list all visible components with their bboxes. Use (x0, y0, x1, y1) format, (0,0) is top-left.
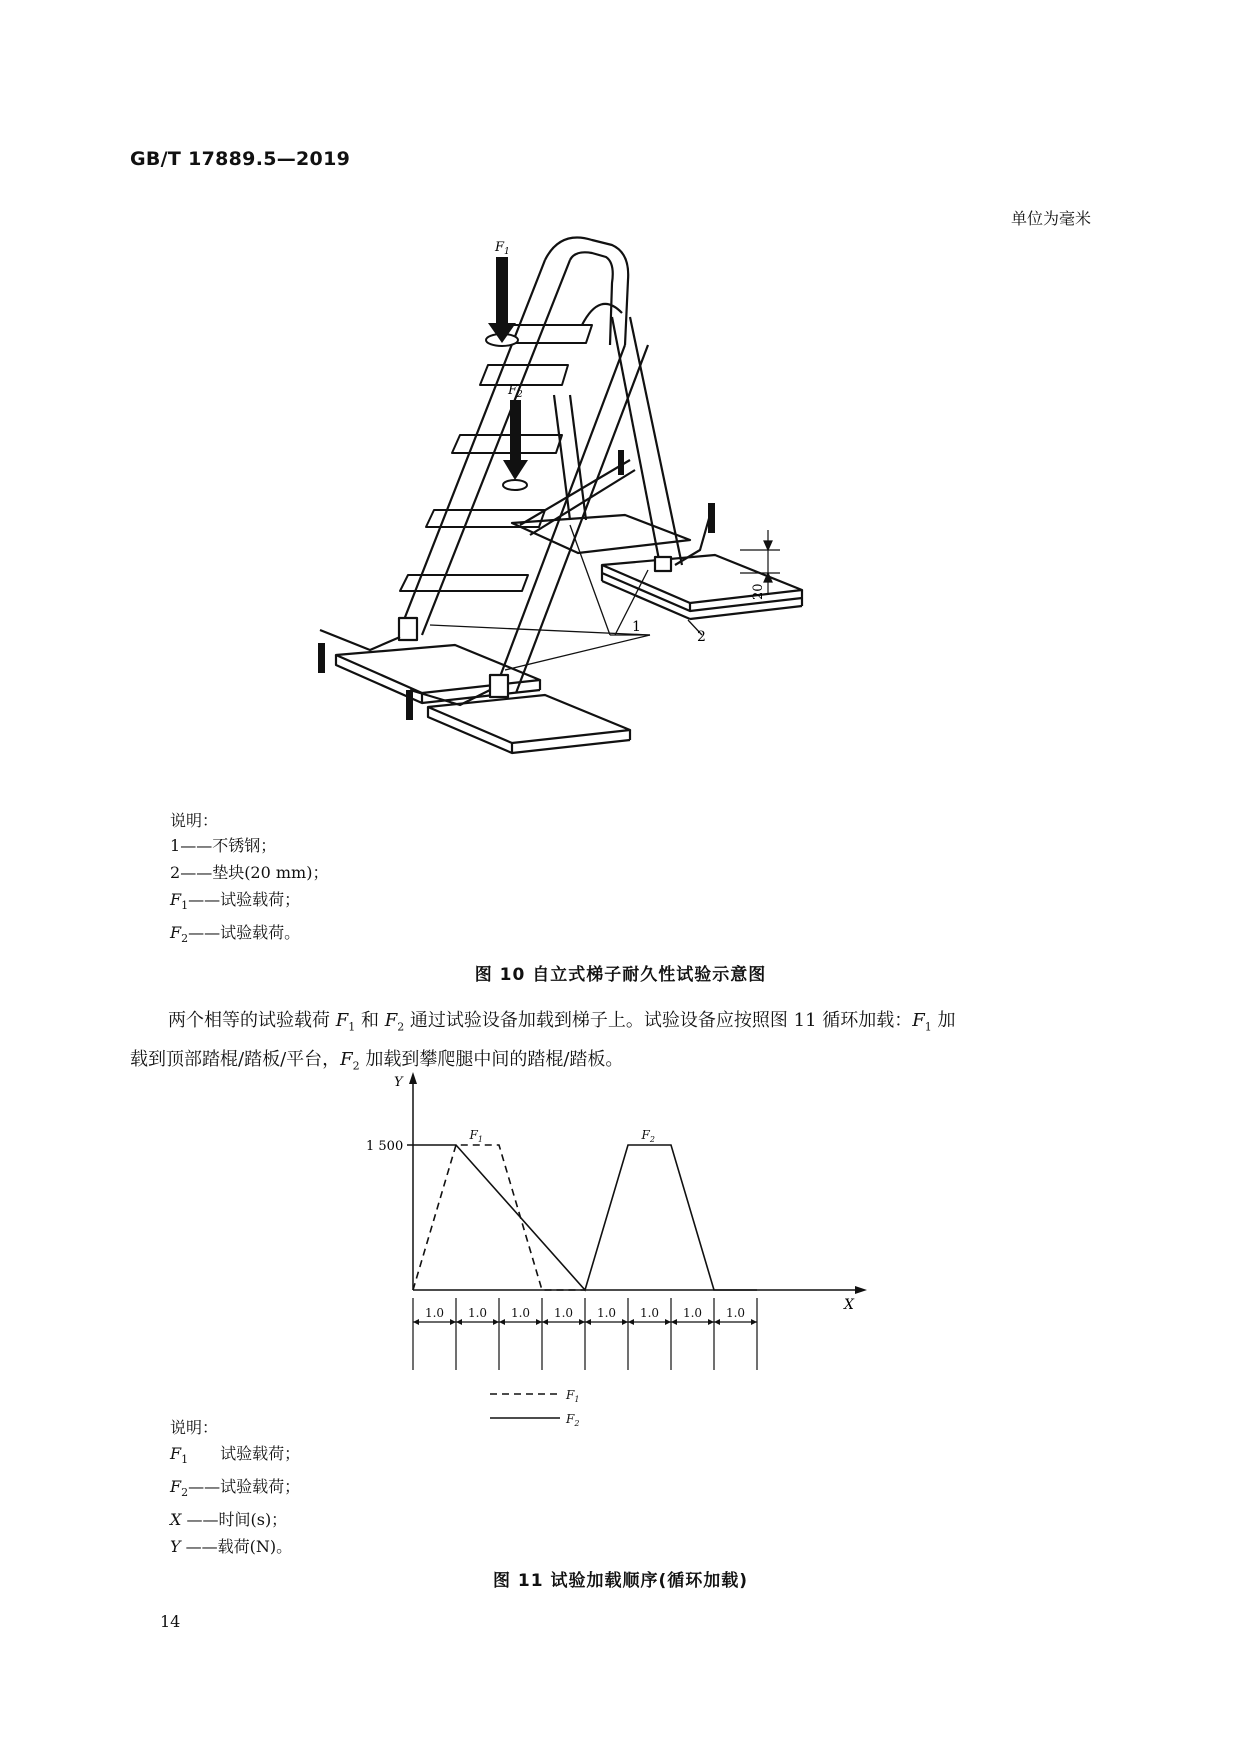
figure-11-chart (350, 1070, 870, 1428)
legend-item: Y ——载荷(N)。 (170, 1537, 293, 1557)
y-axis-label: Y (394, 1075, 403, 1090)
load-arrow-f2 (503, 400, 528, 480)
interval-label: 1.0 (510, 1306, 531, 1320)
interval-arrow (542, 1319, 548, 1325)
legend-item: 1——不锈钢； (170, 836, 277, 855)
interval-arrow (671, 1319, 677, 1325)
page-number: 14 (160, 1612, 181, 1631)
legend-item: 2——垫块(20 mm)； (170, 863, 329, 882)
legend-label: $F_2$ (566, 1412, 580, 1428)
x-axis-arrow (855, 1286, 867, 1294)
standard-code: GB/T 17889.5—2019 (130, 148, 351, 170)
unit-note: 单位为毫米 (1010, 209, 1091, 228)
interval-arrow (493, 1319, 499, 1325)
label-f2: $F_2$ (508, 383, 523, 400)
floor-plate-left-back (512, 515, 690, 553)
peak-label: $F_2$ (641, 1128, 655, 1144)
figure-11-legend (170, 1440, 300, 1560)
figure-11-legend-title: 说明： (170, 1418, 219, 1437)
body-paragraph: 两个相等的试验载荷 $F_1$ 和 $F_2$ 通过试验设备加载到梯子上。试验设备应按照图 11 循环加载：$F_1$ 加 载到顶部踏棍/踏板/平台，$F_2$ 加载到攀爬腿中间的踏棍/踏板。 (130, 1010, 956, 1073)
legend-item: $F_2——$试验载荷； (170, 1477, 301, 1500)
series-line-f2 (413, 1145, 757, 1290)
interval-label: 1.0 (553, 1306, 574, 1320)
figure-10-legend-title: 说明： (170, 811, 219, 830)
peak-label: $F_1$ (469, 1128, 483, 1144)
interval-arrow (450, 1319, 456, 1325)
interval-label: 1.0 (424, 1306, 445, 1320)
figure-10-caption: 图 10 自立式梯子耐久性试验示意图 (474, 965, 767, 985)
interval-label: 1.0 (682, 1306, 703, 1320)
figure-10-legend (170, 832, 328, 952)
interval-arrow (665, 1319, 671, 1325)
series-line-f1 (413, 1145, 585, 1290)
legend-item: $F_1$ 试验载荷； (170, 1444, 301, 1467)
figure-10-ladder-illustration (330, 235, 890, 815)
interval-arrow (751, 1319, 757, 1325)
interval-label: 1.0 (467, 1306, 488, 1320)
interval-arrow (536, 1319, 542, 1325)
figure-11-caption: 图 11 试验加载顺序(循环加载) (492, 1571, 749, 1591)
label-f1: $F_1$ (495, 240, 510, 257)
dimension-20: 20 (751, 583, 766, 600)
interval-arrow (413, 1319, 419, 1325)
interval-label: 1.0 (639, 1306, 660, 1320)
interval-label: 1.0 (725, 1306, 746, 1320)
load-arrow-f1 (488, 257, 516, 343)
interval-arrow (579, 1319, 585, 1325)
interval-arrow (714, 1319, 720, 1325)
callout-1: 1 (632, 619, 641, 635)
legend-item: $F_1——$试验载荷； (170, 890, 301, 913)
x-axis-label: X (844, 1297, 854, 1313)
interval-arrow (708, 1319, 714, 1325)
interval-label: 1.0 (596, 1306, 617, 1320)
interval-arrow (499, 1319, 505, 1325)
legend-label: $F_1$ (566, 1388, 580, 1404)
floor-plate-right-back (602, 555, 802, 619)
interval-arrow (622, 1319, 628, 1325)
interval-arrow (628, 1319, 634, 1325)
interval-arrow (456, 1319, 462, 1325)
legend-item: $F_2——$试验载荷。 (170, 923, 301, 946)
legend-item: X ——时间(s)； (170, 1510, 288, 1530)
y-axis-arrow (409, 1072, 417, 1084)
y-tick-label: 1 500 (366, 1139, 404, 1154)
interval-arrow (585, 1319, 591, 1325)
callout-2: 2 (697, 629, 706, 645)
